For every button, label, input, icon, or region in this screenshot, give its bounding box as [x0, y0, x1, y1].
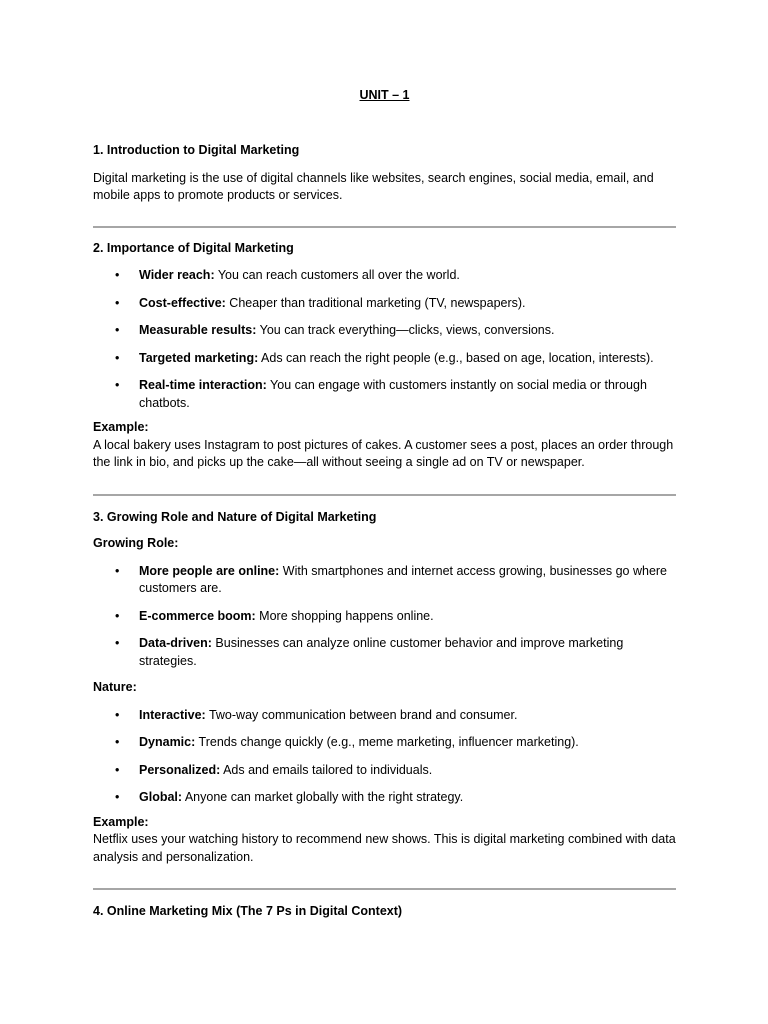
- section-3-heading: 3. Growing Role and Nature of Digital Marketing: [93, 509, 377, 524]
- list-item: [93, 734, 676, 752]
- bullet-icon: •: [115, 295, 120, 310]
- growing-role-list: [93, 563, 676, 671]
- importance-list: [93, 267, 676, 412]
- example-label: [93, 814, 676, 832]
- bullet-icon: •: [115, 268, 120, 282]
- bullet-icon: •: [115, 790, 120, 804]
- list-item: [93, 707, 676, 725]
- example-text: Netflix uses your watching history to recommend new shows. This is digital marketing combined with data analysis and personalization.: [93, 832, 676, 864]
- nature-label: Nature:: [93, 680, 137, 694]
- bullet-text: You can track everything—clicks, views, conversions.: [256, 323, 555, 337]
- example-label-text: Example:: [93, 420, 149, 434]
- section-1-intro: Digital marketing is the use of digital channels like websites, search engines, social media, email, and mobile apps to promote products or services.: [93, 170, 654, 202]
- list-item: [93, 377, 676, 412]
- list-item: [93, 608, 676, 626]
- bullet-term: E-commerce boom:: [139, 608, 256, 623]
- section-2-heading: 2. Importance of Digital Marketing: [93, 240, 294, 255]
- bullet-term: More people are online:: [139, 563, 280, 578]
- bullet-term: Data-driven:: [139, 636, 212, 650]
- list-item: [93, 267, 676, 285]
- bullet-icon: •: [115, 350, 120, 365]
- bullet-text: More shopping happens online.: [255, 608, 434, 623]
- unit-title: UNIT – 1: [359, 88, 410, 102]
- divider: [93, 888, 676, 890]
- list-item: [93, 789, 676, 807]
- growing-role-label: Growing Role:: [93, 536, 179, 550]
- list-item: [93, 635, 676, 670]
- list-item: [93, 322, 676, 340]
- bullet-term: Personalized:: [139, 762, 221, 777]
- bullet-icon: •: [115, 707, 120, 722]
- bullet-icon: •: [115, 608, 120, 623]
- bullet-term: Targeted marketing:: [139, 350, 259, 365]
- bullet-icon: •: [115, 735, 120, 749]
- divider: [93, 226, 676, 228]
- bullet-icon: •: [115, 563, 120, 578]
- section-1-heading: 1. Introduction to Digital Marketing: [93, 143, 300, 157]
- bullet-text: Ads can reach the right people (e.g., based on age, location, interests).: [258, 350, 654, 365]
- bullet-text: Anyone can market globally with the right strategy.: [182, 790, 464, 804]
- divider: [93, 494, 676, 496]
- bullet-text: Businesses can analyze online customer behavior and improve marketing strategies.: [139, 636, 624, 668]
- bullet-term: Real-time interaction:: [139, 378, 267, 392]
- bullet-text: You can engage with customers instantly on social media or through chatbots.: [139, 378, 647, 410]
- nature-list: [93, 707, 676, 807]
- bullet-icon: •: [115, 762, 120, 777]
- bullet-term: Cost-effective:: [139, 295, 226, 310]
- bullet-term: Global:: [139, 790, 183, 804]
- bullet-icon: •: [115, 636, 120, 650]
- bullet-icon: •: [115, 378, 120, 392]
- bullet-term: Wider reach:: [139, 268, 215, 282]
- bullet-text: You can reach customers all over the world.: [214, 268, 460, 282]
- bullet-text: Ads and emails tailored to individuals.: [220, 762, 433, 777]
- bullet-term: Measurable results:: [139, 323, 257, 337]
- list-item: [93, 295, 676, 313]
- bullet-icon: •: [115, 323, 120, 337]
- bullet-term: Interactive:: [139, 707, 206, 722]
- section-4-heading: 4. Online Marketing Mix (The 7 Ps in Digital Context): [93, 904, 403, 918]
- bullet-text: With smartphones and internet access growing, businesses go where customers are.: [139, 563, 668, 595]
- bullet-text: Trends change quickly (e.g., meme marketing, influencer marketing).: [195, 735, 579, 749]
- document-content: [93, 87, 676, 921]
- list-item: [93, 563, 676, 598]
- bullet-text: Cheaper than traditional marketing (TV, newspapers).: [225, 295, 526, 310]
- list-item: [93, 762, 676, 780]
- bullet-text: Two-way communication between brand and consumer.: [205, 707, 518, 722]
- example-text: A local bakery uses Instagram to post pictures of cakes. A customer sees a post, places an order through the link in bio, and picks up the cake—all without seeing a single ad on TV or newspaper.: [93, 437, 674, 469]
- example-label: [93, 419, 676, 437]
- bullet-term: Dynamic:: [139, 735, 196, 749]
- example-label-text: Example:: [93, 814, 149, 829]
- list-item: [93, 350, 676, 368]
